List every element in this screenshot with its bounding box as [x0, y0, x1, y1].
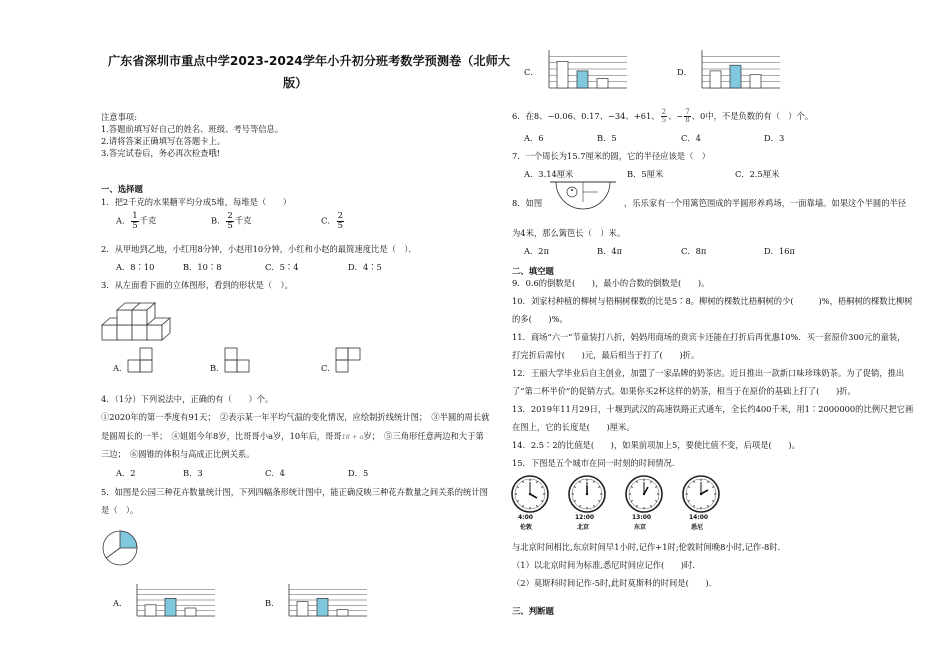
text-part: 6．在8、−0.06、0.17、−34、+61、 [512, 111, 660, 121]
clock-center [700, 493, 702, 495]
question-13-line: 13．2019年11月29日，十堰到武汉的高速铁路正式通车，全长约400千米，用1∶2000000的比例尺把它画 [512, 404, 914, 414]
option-letter: A． [116, 215, 131, 226]
option-c-bar-chart [537, 46, 629, 92]
numerator: 2 [227, 211, 233, 221]
question-13-line: 在图上，它的长度是( )厘米。 [512, 422, 635, 432]
clock-city-label: 悉尼 [691, 524, 704, 531]
denominator: 5 [661, 116, 667, 124]
question-15-stem: 15．下图是五个城市在同一时刻的时间情况. [512, 458, 675, 468]
option-b-bar-chart [277, 580, 369, 620]
fraction [226, 212, 233, 230]
question-4-option: D．5 [348, 468, 369, 478]
bar [337, 610, 348, 616]
question-11-line: 11．商场“六一”节童装打八折，妈妈用商场的贵宾卡还能在打折后再优惠10%．买一套原价300元的童装， [512, 332, 906, 342]
clock-center [643, 493, 645, 495]
bar [185, 608, 196, 616]
clock-time-label: 14:00 [689, 514, 709, 521]
question-1-option-c [321, 212, 345, 230]
city-clocks-figure [510, 474, 740, 534]
numerator: 2 [661, 108, 667, 116]
question-6-option: A．6 [524, 133, 544, 143]
text-part: 、0中，不是负数的有（ ）个。 [691, 111, 814, 121]
question-8-stem: 8．如图 [512, 198, 543, 208]
question-7-option: C．2.5厘米 [735, 169, 780, 179]
question-8-option: A．2π [524, 246, 550, 256]
clock-face [510, 474, 550, 514]
question-4-line: ①2020年的第一季度有91天； ②表示某一年平均气温的变化情况，应绘制折线统计图； ③半圆的周长就 [101, 412, 490, 422]
notice-heading: 注意事项: [101, 112, 137, 122]
option-a-view-figure [125, 345, 155, 375]
question-14: 14．2.5∶2的比值是( )，如果前项加上5，要使比值不变，后项是( )。 [512, 440, 800, 450]
question-3-option: A． [113, 363, 128, 373]
flower-pie-chart [100, 528, 140, 568]
section-fill-heading: 二、填空题 [512, 266, 554, 276]
numerator: 2 [337, 211, 344, 221]
section-choice-heading: 一、选择题 [101, 184, 143, 194]
question-5-stem: 5．如图是公园三种花卉数量统计图，下列四幅条形统计图中，能正确反映三种花卉数量之间关系的统计图 [101, 487, 488, 497]
notice-item: 2.请将答案正确填写在答题卡上。 [101, 136, 226, 146]
numerator: 1 [132, 211, 138, 221]
question-6-option: B．5 [597, 133, 617, 143]
question-4-option: B．3 [183, 468, 203, 478]
clock-city-label: 东京 [634, 524, 647, 531]
question-8-option: D．16π [764, 246, 795, 256]
question-8-option: C．8π [681, 246, 707, 256]
clock-time-label: 12:00 [575, 514, 595, 521]
question-6-option: D．3 [764, 133, 785, 143]
question-8-option: B．4π [597, 246, 623, 256]
question-3-stem: 3．从左面看下面的立体图形，看到的形状是（ ）。 [101, 280, 293, 290]
question-8-stem-line2: 为4米，那么篱笆长（ ）米。 [512, 228, 626, 238]
semicircle-chicken-coop-figure [548, 180, 618, 214]
question-3-option: B． [210, 363, 225, 373]
denominator: 5 [227, 220, 233, 231]
question-2-option: D．4∶5 [348, 262, 382, 272]
question-7-stem: 7．一个周长为15.7厘米的圆，它的半径应该是（ ） [512, 151, 710, 161]
clock-time-label: 4:00 [518, 514, 533, 521]
bar [165, 598, 176, 616]
question-5-option: C． [524, 67, 539, 77]
fraction [131, 212, 138, 230]
bar [577, 71, 588, 88]
question-10-line: 的多( )%。 [512, 314, 568, 324]
clock-city-label: 北京 [577, 524, 590, 531]
question-8-stem-cont: ，乐乐家有一个用篱笆围成的半圆形养鸡场，一面靠墙。如果这个半圆的半径 [624, 198, 907, 208]
clock-center [586, 493, 588, 495]
option-letter: C． [321, 215, 336, 226]
question-4-line: 三边； ⑥圆锥的体积与高成正比例关系。 [101, 449, 255, 459]
question-9: 9．0.6的倒数是( )，最小的合数的倒数是( )。 [512, 278, 710, 288]
section-judge-heading: 三、判断题 [512, 606, 554, 616]
question-5-option: B． [265, 598, 280, 608]
question-7-option: A．3.14厘米 [524, 169, 574, 179]
page-title-line1: 广东省深圳市重点中学2023-2024学年小升初分班考数学预测卷（北师大 [108, 54, 510, 68]
question-1-option-a [116, 212, 156, 230]
notice-item: 1.答题前填写好自己的姓名、班级、考号等信息。 [101, 124, 284, 134]
denominator: 5 [337, 220, 344, 231]
pie-slice-shaded [120, 531, 137, 548]
option-a-bar-chart [125, 580, 217, 620]
question-2-option: C．5∶4 [265, 262, 299, 272]
question-5-stem-cont: 是（ ）。 [101, 505, 139, 515]
question-12-line: 12．王丽大学毕业后自主创业，加盟了一家品牌的奶茶店。近日推出一款新口味珍珠奶茶。为了促销，推出 [512, 368, 905, 378]
question-4-option: A．2 [116, 468, 136, 478]
question-1-stem: 1．把2千克的水果糖平均分成5堆，每堆是（ ） [101, 197, 292, 207]
option-c-view-figure [333, 345, 367, 375]
math-expression: 18 + a [341, 433, 364, 441]
option-letter: B． [211, 215, 226, 226]
clock-face [624, 474, 664, 514]
text-part: 是圆周长的一半； ④姐姐今年8岁，比哥哥小a岁，10年后，哥哥 [101, 431, 342, 441]
bar [597, 79, 608, 89]
question-7-option: B．5厘米 [627, 169, 664, 179]
notice-item: 3.答完试卷后，务必再次检查哦! [101, 148, 221, 158]
question-2-option: A．8∶10 [116, 262, 155, 272]
fraction [684, 109, 690, 124]
question-3-option: C． [321, 363, 336, 373]
bar [750, 75, 761, 88]
clock-time-label: 13:00 [632, 514, 652, 521]
bar [710, 71, 721, 88]
page-title-line2: 版） [283, 76, 308, 90]
clock-face [567, 474, 607, 514]
bar [557, 61, 568, 88]
clock-city-label: 伦敦 [520, 524, 533, 531]
question-15-line: （1）以北京时间为标准,悉尼时间应记作( )时. [512, 560, 695, 570]
text-part: 、− [668, 111, 684, 121]
unit: 千克 [139, 215, 157, 226]
clock-center [529, 493, 531, 495]
option-d-bar-chart [690, 46, 782, 92]
denominator: 8 [685, 116, 690, 124]
fraction [661, 109, 667, 124]
question-15-line: （2）莫斯科时间记作-5时,此时莫斯科的时间是( ). [512, 578, 712, 588]
question-10-line: 10．刘家村种植的柳树与梧桐树棵数的比是5∶8。柳树的棵数比梧桐树的少( )%，梧桐树的棵数比柳树 [512, 296, 913, 306]
question-2-stem: 2．从甲地到乙地，小红用8分钟，小赵用10分钟，小红和小赵的最简速度比是（ ）． [101, 244, 417, 254]
question-12-line: 了“第二杯半价”的促销方式。如果你买2杯这样的奶茶，相当于在原价的基础上打了( )折。 [512, 386, 856, 396]
denominator: 5 [132, 220, 138, 231]
question-15-line: 与北京时间相比,东京时间早1小时,记作+1时;伦敦时间晚8小时,记作-8时. [512, 542, 781, 552]
option-b-view-figure [222, 345, 256, 375]
fraction [337, 212, 344, 230]
question-6-option: C．4 [681, 133, 701, 143]
bar [145, 605, 156, 616]
clock-face [681, 474, 721, 514]
question-5-option: A． [113, 598, 128, 608]
question-6-stem [512, 109, 813, 124]
question-11-line: 打完折后需付( )元，最后相当于打了( )折。 [512, 350, 700, 360]
question-4-option: C．4 [265, 468, 285, 478]
question-2-option: B．10∶8 [183, 262, 222, 272]
question-5-option: D． [677, 67, 692, 77]
bar [297, 602, 308, 616]
numerator: 7 [685, 108, 690, 116]
cube-stack-figure [100, 295, 180, 345]
bar [730, 65, 741, 88]
bar [317, 598, 328, 616]
question-4-stem: 4．（1分）下列说法中，正确的有（ ）个。 [101, 394, 274, 404]
question-4-line [101, 431, 484, 441]
question-1-option-b [211, 212, 251, 230]
text-part: 岁； ⑤三角形任意两边和大于第 [363, 431, 484, 441]
unit: 千克 [234, 215, 252, 226]
